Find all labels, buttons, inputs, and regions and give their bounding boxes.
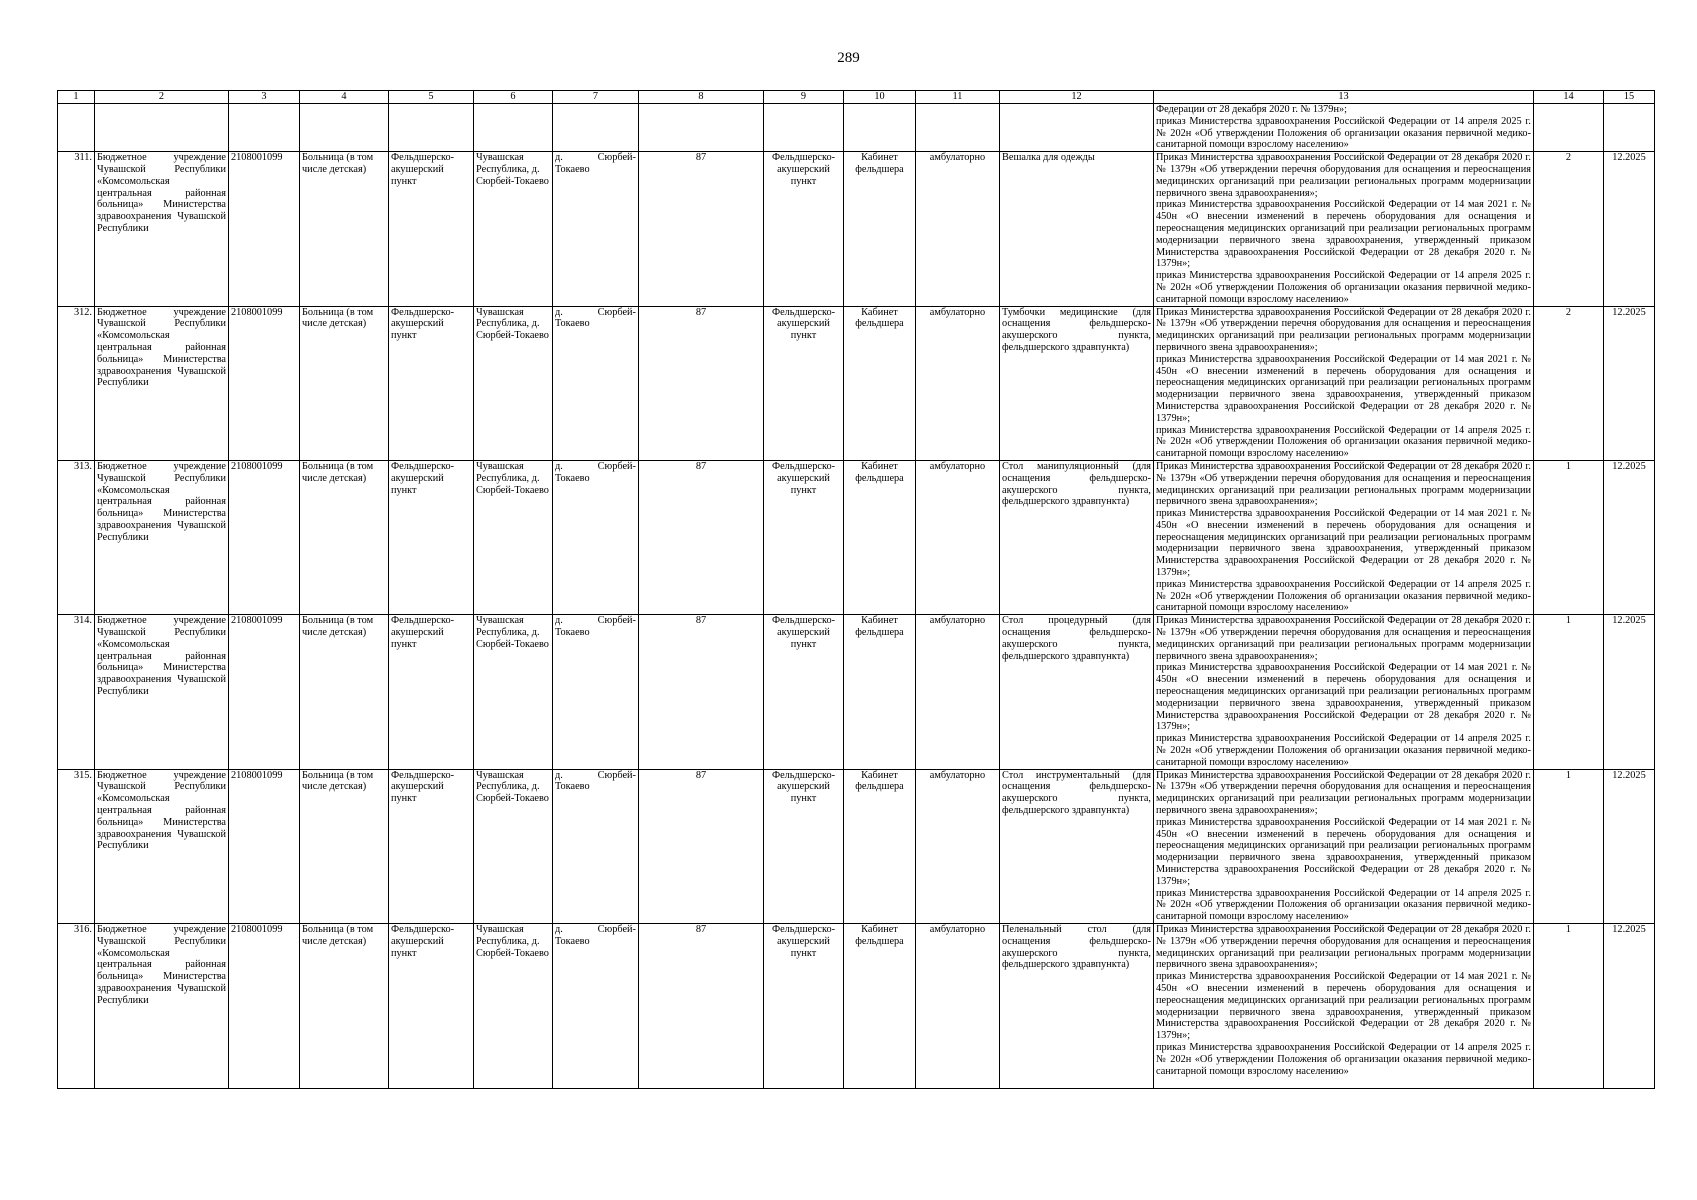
quantity: 1 <box>1534 615 1604 769</box>
row-number: 314. <box>58 615 95 769</box>
equipment-name: Стол инструментальный (для оснащения фельдшерско-акушерского пункта, фельдшерского здравпункта) <box>1000 769 1154 923</box>
room-name: Кабинет фельдшера <box>844 769 916 923</box>
care-mode: амбулаторно <box>916 615 1000 769</box>
delivery-date: 12.2025 <box>1604 769 1655 923</box>
equipment-name: Стол процедурный (для оснащения фельдшерско-акушерского пункта, фельдшерского здравпункта) <box>1000 615 1154 769</box>
code-value: 87 <box>639 615 764 769</box>
equipment-registry-table <box>57 90 1655 1089</box>
care-mode: амбулаторно <box>916 460 1000 614</box>
locality: д. Сюрбей-Токаево <box>553 306 639 460</box>
unit-name: Фельдшерско-акушерский пункт <box>389 615 474 769</box>
care-mode: амбулаторно <box>916 769 1000 923</box>
region-address: Чувашская Республика, д. Сюрбей-Токаево <box>474 152 553 306</box>
inn-code: 2108001099 <box>229 306 300 460</box>
inn-code: 2108001099 <box>229 460 300 614</box>
quantity: 2 <box>1534 152 1604 306</box>
table-row <box>58 615 1655 769</box>
basis-cell: Приказ Министерства здравоохранения Российской Федерации от 28 декабря 2020 г. № 1379н «Об утверждении перечня оборудования для оснащения и переоснащения медицинских организаций при реализации региональных программ модернизации первичного звена здравоохранения»; приказ Министерства здравоохранения Российской Федерации от 14 мая 2021 г. № 450н «О внесении изменений в перечень оборудования для оснащения и переоснащения медицинских организаций при реализации региональных программ модернизации первичного звена здравоохранения, утвержденный приказом Министерства здравоохранения Российской Федерации от 28 декабря 2020 г. № 1379н»; приказ Министерства здравоохранения Российской Федерации от 14 апреля 2025 г. № 202н «Об утверждении Положения об организации оказания первичной медико-санитарной помощи взрослому населению» <box>1154 460 1534 614</box>
row-number: 316. <box>58 923 95 1088</box>
column-header: 11 <box>916 91 1000 104</box>
room-name: Кабинет фельдшера <box>844 152 916 306</box>
division-name: Фельдшерско-акушерский пункт <box>764 615 844 769</box>
code-value: 87 <box>639 923 764 1088</box>
table-row <box>58 152 1655 306</box>
division-name: Фельдшерско-акушерский пункт <box>764 152 844 306</box>
division-name: Фельдшерско-акушерский пункт <box>764 923 844 1088</box>
room-name: Кабинет фельдшера <box>844 460 916 614</box>
locality: д. Сюрбей-Токаево <box>553 152 639 306</box>
column-header: 9 <box>764 91 844 104</box>
organization-name: Бюджетное учреждение Чувашской Республики «Комсомольская центральная районная больница» Министерства здравоохранения Чувашской Республики <box>95 769 229 923</box>
room-name: Кабинет фельдшера <box>844 306 916 460</box>
equipment-name: Пеленальный стол (для оснащения фельдшерско-акушерского пункта, фельдшерского здравпункта) <box>1000 923 1154 1088</box>
inn-code: 2108001099 <box>229 923 300 1088</box>
column-header: 2 <box>95 91 229 104</box>
column-header: 13 <box>1154 91 1534 104</box>
column-header: 6 <box>474 91 553 104</box>
unit-name: Фельдшерско-акушерский пункт <box>389 306 474 460</box>
inn-code: 2108001099 <box>229 769 300 923</box>
row-number: 313. <box>58 460 95 614</box>
column-header: 8 <box>639 91 764 104</box>
organization-name: Бюджетное учреждение Чувашской Республики «Комсомольская центральная районная больница» Министерства здравоохранения Чувашской Республики <box>95 306 229 460</box>
region-address: Чувашская Республика, д. Сюрбей-Токаево <box>474 460 553 614</box>
care-mode: амбулаторно <box>916 306 1000 460</box>
table-row <box>58 306 1655 460</box>
continuation-row <box>58 104 1655 152</box>
locality: д. Сюрбей-Токаево <box>553 769 639 923</box>
column-header: 5 <box>389 91 474 104</box>
basis-cell: Приказ Министерства здравоохранения Российской Федерации от 28 декабря 2020 г. № 1379н «Об утверждении перечня оборудования для оснащения и переоснащения медицинских организаций при реализации региональных программ модернизации первичного звена здравоохранения»; приказ Министерства здравоохранения Российской Федерации от 14 мая 2021 г. № 450н «О внесении изменений в перечень оборудования для оснащения и переоснащения медицинских организаций при реализации региональных программ модернизации первичного звена здравоохранения, утвержденный приказом Министерства здравоохранения Российской Федерации от 28 декабря 2020 г. № 1379н»; приказ Министерства здравоохранения Российской Федерации от 14 апреля 2025 г. № 202н «Об утверждении Положения об организации оказания первичной медико-санитарной помощи взрослому населению» <box>1154 769 1534 923</box>
care-mode: амбулаторно <box>916 923 1000 1088</box>
facility-type: Больница (в том числе детская) <box>300 769 389 923</box>
code-value: 87 <box>639 306 764 460</box>
region-address: Чувашская Республика, д. Сюрбей-Токаево <box>474 306 553 460</box>
code-value: 87 <box>639 460 764 614</box>
code-value: 87 <box>639 152 764 306</box>
column-number-row <box>58 91 1655 104</box>
unit-name: Фельдшерско-акушерский пункт <box>389 769 474 923</box>
locality: д. Сюрбей-Токаево <box>553 460 639 614</box>
division-name: Фельдшерско-акушерский пункт <box>764 460 844 614</box>
column-header: 7 <box>553 91 639 104</box>
quantity: 2 <box>1534 306 1604 460</box>
room-name: Кабинет фельдшера <box>844 615 916 769</box>
facility-type: Больница (в том числе детская) <box>300 460 389 614</box>
row-number: 315. <box>58 769 95 923</box>
row-number: 312. <box>58 306 95 460</box>
facility-type: Больница (в том числе детская) <box>300 615 389 769</box>
column-header: 12 <box>1000 91 1154 104</box>
delivery-date: 12.2025 <box>1604 923 1655 1088</box>
basis-cell: Федерации от 28 декабря 2020 г. № 1379н»; приказ Министерства здравоохранения Российской Федерации от 14 апреля 2025 г. № 202н «Об утверждении Положения об организации оказания первичной медико-санитарной помощи взрослому населению» <box>1154 104 1534 152</box>
division-name: Фельдшерско-акушерский пункт <box>764 306 844 460</box>
locality: д. Сюрбей-Токаево <box>553 923 639 1088</box>
delivery-date: 12.2025 <box>1604 306 1655 460</box>
region-address: Чувашская Республика, д. Сюрбей-Токаево <box>474 923 553 1088</box>
basis-cell: Приказ Министерства здравоохранения Российской Федерации от 28 декабря 2020 г. № 1379н «Об утверждении перечня оборудования для оснащения и переоснащения медицинских организаций при реализации региональных программ модернизации первичного звена здравоохранения»; приказ Министерства здравоохранения Российской Федерации от 14 мая 2021 г. № 450н «О внесении изменений в перечень оборудования для оснащения и переоснащения медицинских организаций при реализации региональных программ модернизации первичного звена здравоохранения, утвержденный приказом Министерства здравоохранения Российской Федерации от 28 декабря 2020 г. № 1379н»; приказ Министерства здравоохранения Российской Федерации от 14 апреля 2025 г. № 202н «Об утверждении Положения об организации оказания первичной медико-санитарной помощи взрослому населению» <box>1154 615 1534 769</box>
equipment-name: Тумбочки медицинские (для оснащения фельдшерско-акушерского пункта, фельдшерского здравпункта) <box>1000 306 1154 460</box>
delivery-date: 12.2025 <box>1604 460 1655 614</box>
unit-name: Фельдшерско-акушерский пункт <box>389 460 474 614</box>
column-header: 10 <box>844 91 916 104</box>
facility-type: Больница (в том числе детская) <box>300 306 389 460</box>
column-header: 4 <box>300 91 389 104</box>
table-row <box>58 923 1655 1088</box>
basis-cell: Приказ Министерства здравоохранения Российской Федерации от 28 декабря 2020 г. № 1379н «Об утверждении перечня оборудования для оснащения и переоснащения медицинских организаций при реализации региональных программ модернизации первичного звена здравоохранения»; приказ Министерства здравоохранения Российской Федерации от 14 мая 2021 г. № 450н «О внесении изменений в перечень оборудования для оснащения и переоснащения медицинских организаций при реализации региональных программ модернизации первичного звена здравоохранения, утвержденный приказом Министерства здравоохранения Российской Федерации от 28 декабря 2020 г. № 1379н»; приказ Министерства здравоохранения Российской Федерации от 14 апреля 2025 г. № 202н «Об утверждении Положения об организации оказания первичной медико-санитарной помощи взрослому населению» <box>1154 306 1534 460</box>
facility-type: Больница (в том числе детская) <box>300 152 389 306</box>
inn-code: 2108001099 <box>229 152 300 306</box>
equipment-name: Вешалка для одежды <box>1000 152 1154 306</box>
unit-name: Фельдшерско-акушерский пункт <box>389 923 474 1088</box>
table-row <box>58 769 1655 923</box>
facility-type: Больница (в том числе детская) <box>300 923 389 1088</box>
equipment-name: Стол манипуляционный (для оснащения фельдшерско-акушерского пункта, фельдшерского здравпункта) <box>1000 460 1154 614</box>
region-address: Чувашская Республика, д. Сюрбей-Токаево <box>474 769 553 923</box>
basis-cell: Приказ Министерства здравоохранения Российской Федерации от 28 декабря 2020 г. № 1379н «Об утверждении перечня оборудования для оснащения и переоснащения медицинских организаций при реализации региональных программ модернизации первичного звена здравоохранения»; приказ Министерства здравоохранения Российской Федерации от 14 мая 2021 г. № 450н «О внесении изменений в перечень оборудования для оснащения и переоснащения медицинских организаций при реализации региональных программ модернизации первичного звена здравоохранения, утвержденный приказом Министерства здравоохранения Российской Федерации от 28 декабря 2020 г. № 1379н»; приказ Министерства здравоохранения Российской Федерации от 14 апреля 2025 г. № 202н «Об утверждении Положения об организации оказания первичной медико-санитарной помощи взрослому населению» <box>1154 923 1534 1088</box>
table-row <box>58 460 1655 614</box>
organization-name: Бюджетное учреждение Чувашской Республики «Комсомольская центральная районная больница» Министерства здравоохранения Чувашской Республики <box>95 923 229 1088</box>
quantity: 1 <box>1534 460 1604 614</box>
division-name: Фельдшерско-акушерский пункт <box>764 769 844 923</box>
code-value: 87 <box>639 769 764 923</box>
quantity: 1 <box>1534 923 1604 1088</box>
care-mode: амбулаторно <box>916 152 1000 306</box>
delivery-date: 12.2025 <box>1604 615 1655 769</box>
inn-code: 2108001099 <box>229 615 300 769</box>
column-header: 1 <box>58 91 95 104</box>
delivery-date: 12.2025 <box>1604 152 1655 306</box>
page-number: 289 <box>837 50 860 66</box>
locality: д. Сюрбей-Токаево <box>553 615 639 769</box>
unit-name: Фельдшерско-акушерский пункт <box>389 152 474 306</box>
organization-name: Бюджетное учреждение Чувашской Республики «Комсомольская центральная районная больница» Министерства здравоохранения Чувашской Республики <box>95 152 229 306</box>
organization-name: Бюджетное учреждение Чувашской Республики «Комсомольская центральная районная больница» Министерства здравоохранения Чувашской Республики <box>95 615 229 769</box>
basis-cell: Приказ Министерства здравоохранения Российской Федерации от 28 декабря 2020 г. № 1379н «Об утверждении перечня оборудования для оснащения и переоснащения медицинских организаций при реализации региональных программ модернизации первичного звена здравоохранения»; приказ Министерства здравоохранения Российской Федерации от 14 мая 2021 г. № 450н «О внесении изменений в перечень оборудования для оснащения и переоснащения медицинских организаций при реализации региональных программ модернизации первичного звена здравоохранения, утвержденный приказом Министерства здравоохранения Российской Федерации от 28 декабря 2020 г. № 1379н»; приказ Министерства здравоохранения Российской Федерации от 14 апреля 2025 г. № 202н «Об утверждении Положения об организации оказания первичной медико-санитарной помощи взрослому населению» <box>1154 152 1534 306</box>
organization-name: Бюджетное учреждение Чувашской Республики «Комсомольская центральная районная больница» Министерства здравоохранения Чувашской Республики <box>95 460 229 614</box>
region-address: Чувашская Республика, д. Сюрбей-Токаево <box>474 615 553 769</box>
room-name: Кабинет фельдшера <box>844 923 916 1088</box>
column-header: 15 <box>1604 91 1655 104</box>
column-header: 14 <box>1534 91 1604 104</box>
row-number: 311. <box>58 152 95 306</box>
quantity: 1 <box>1534 769 1604 923</box>
column-header: 3 <box>229 91 300 104</box>
